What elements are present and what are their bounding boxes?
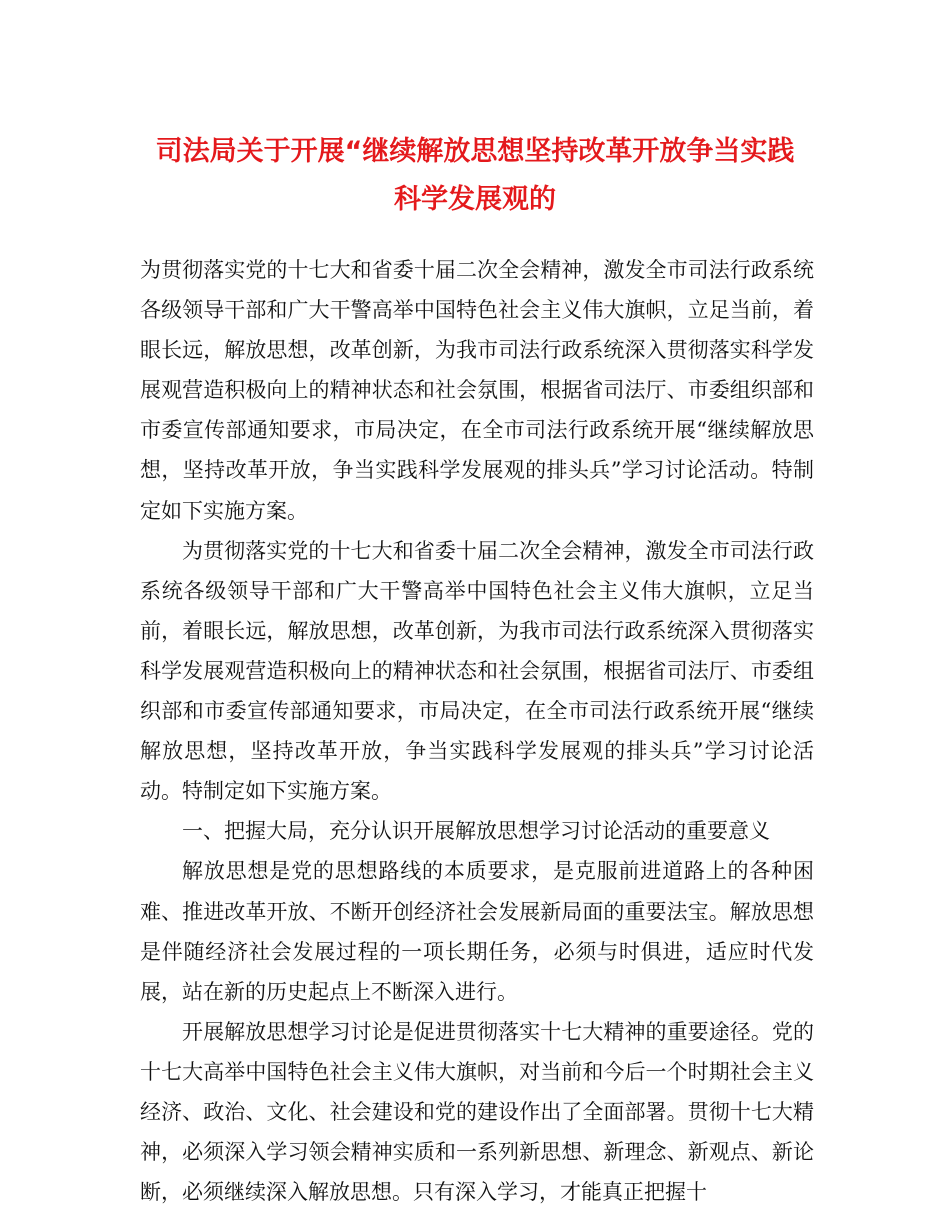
paragraph-approach: 开展解放思想学习讨论是促进贯彻落实十七大精神的重要途径。党的十七大高举中国特色社会主义伟大旗帜，对当前和今后一个时期社会主义经济、政治、文化、社会建设和党的建设作出了全面部署。贯彻十七大精神，必须深入学习领会精神实质和一系列新思想、新理念、新观点、新论断，必须继续深入解放思想。只有深入学习，才能真正把握十 (140, 1019, 814, 1205)
paragraph-intro: 为贯彻落实党的十七大和省委十届二次全会精神，激发全市司法行政系统各级领导干部和广大干警高举中国特色社会主义伟大旗帜，立足当前，着眼长远，解放思想，改革创新，为我市司法行政系统深入贯彻落实科学发展观营造积极向上的精神状态和社会氛围，根据省司法厅、市委组织部和市委宣传部通知要求，市局决定，在全市司法行政系统开展“继续解放思想，坚持改革开放，争当实践科学发展观的排头兵”学习讨论活动。特制定如下实施方案。 (140, 258, 814, 523)
paragraph-intro-repeat: 为贯彻落实党的十七大和省委十届二次全会精神，激发全市司法行政系统各级领导干部和广大干警高举中国特色社会主义伟大旗帜，立足当前，着眼长远，解放思想，改革创新，为我市司法行政系统深入贯彻落实科学发展观营造积极向上的精神状态和社会氛围，根据省司法厅、市委组织部和市委宣传部通知要求，市局决定，在全市司法行政系统开展“继续解放思想，坚持改革开放，争当实践科学发展观的排头兵”学习讨论活动。特制定如下实施方案。 (140, 538, 814, 804)
paragraph-significance: 解放思想是党的思想路线的本质要求，是克服前进道路上的各种困难、推进改革开放、不断开创经济社会发展新局面的重要法宝。解放思想是伴随经济社会发展过程的一项长期任务，必须与时俱进，适应时代发展，站在新的历史起点上不断深入进行。 (140, 859, 814, 1004)
document-body (140, 250, 814, 1212)
title-line-1: 司法局关于开展“继续解放思想坚持改革开放争当实践 (155, 136, 795, 167)
section-heading-1: 一、把握大局，充分认识开展解放思想学习讨论活动的重要意义 (182, 819, 770, 844)
title-line-2: 科学发展观的 (394, 184, 556, 215)
document-title (110, 128, 840, 224)
